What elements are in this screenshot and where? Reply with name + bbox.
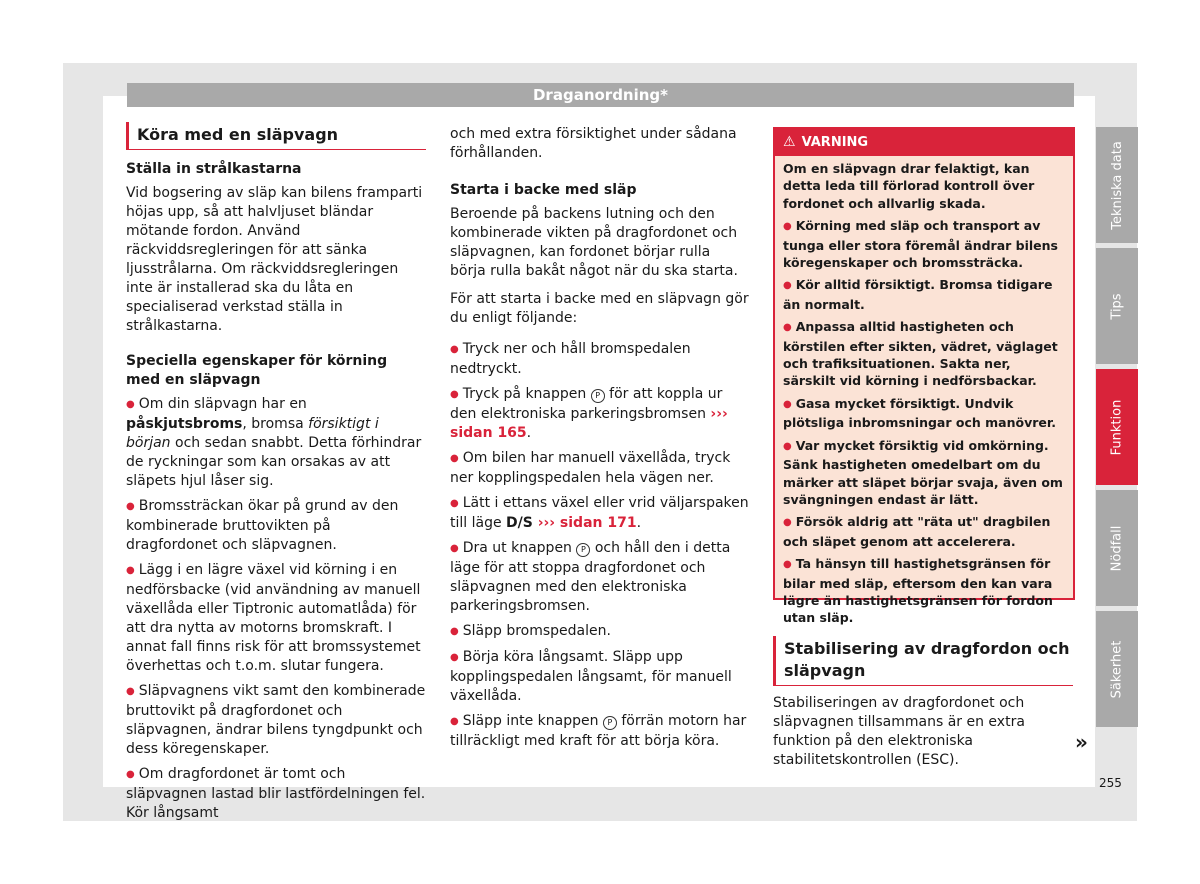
warning-item: ● Försök aldrig att "räta ut" dragbilen och släpet genom att accelerera. xyxy=(783,513,1065,550)
subheading: Speciella egenskaper för körning med en släpvagn xyxy=(126,353,388,388)
page-number: 255 xyxy=(1099,776,1122,790)
warning-triangle-icon: ⚠ xyxy=(783,134,796,150)
warning-body xyxy=(775,156,1073,627)
continue-arrow-icon: » xyxy=(1075,730,1088,754)
column-2 xyxy=(450,125,750,757)
list-item: ● Bromssträckan ökar på grund av den kombinerade bruttovikten på dragfordonet och släpvagnen. xyxy=(126,497,426,555)
warning-item: ● Ta hänsyn till hastighetsgränsen för bilar med släp, eftersom den kan vara lägre än hastighetsgränsen för fordon utan släp. xyxy=(783,555,1065,627)
list-item: ● Dra ut knappen P och håll den i detta läge för att stoppa dragfordonet och släpvagnen med den elektroniska parkeringsbromsen. xyxy=(450,539,750,616)
list-item: ● Släpp bromspedalen. xyxy=(450,622,750,642)
list-item: ● Om dragfordonet är tomt och släpvagnen lastad blir lastfördelningen fel. Kör långsamt xyxy=(126,765,426,823)
paragraph: Stabiliseringen av dragfordonet och släpvagnen tillsammans är en extra funktion på den elektroniska stabilitetskontrollen (ESC). xyxy=(773,695,1025,768)
warning-item: ● Gasa mycket försiktigt. Undvik plötsliga inbromsningar och manövrer. xyxy=(783,395,1065,432)
warning-item: ● Körning med släp och transport av tunga eller stora föremål ändrar bilens köregenskaper och bromssträcka. xyxy=(783,217,1065,271)
section-title: Köra med en släpvagn xyxy=(126,122,426,150)
list-item: ● Släpvagnens vikt samt den kombinerade bruttovikt på dragfordonet och släpvagnen, ändrar bilens tyngdpunkt och dess köregenskaper. xyxy=(126,682,426,759)
paragraph: Beroende på backens lutning och den kombinerade vikten på dragfordonet och släpvagnen, kan fordonet börjar rulla börja rulla bakåt något när du ska starta. xyxy=(450,206,738,279)
parking-brake-icon: P xyxy=(603,716,617,730)
list-item: ● Om din släpvagn har en påskjutsbroms, bromsa försiktigt i början och sedan snabbt. Detta förhindrar de ryckningar som kan orsakas av att släpets hjul låser sig. xyxy=(126,395,426,491)
section-title: Stabilisering av dragfordon och släpvagn xyxy=(773,636,1073,686)
warning-header xyxy=(775,129,1073,156)
paragraph: För att starta i backe med en släpvagn gör du enligt följande: xyxy=(450,291,749,326)
stabilization-section xyxy=(773,636,1073,779)
parking-brake-icon: P xyxy=(591,389,605,403)
warning-item: ● Anpassa alltid hastigheten och körstilen efter sikten, vädret, väglaget och trafiksituationen. Sakta ner, särskilt vid körning i nedförsbackar. xyxy=(783,318,1065,390)
paragraph: och med extra försiktighet under sådana förhållanden. xyxy=(450,126,737,161)
list-item: ● Börja köra långsamt. Släpp upp kopplingspedalen långsamt, för manuell växellåda. xyxy=(450,648,750,706)
list-item: ● Tryck på knappen P för att koppla ur den elektroniska parkeringsbromsen ››› sidan 165. xyxy=(450,385,750,443)
warning-label: VARNING xyxy=(801,135,869,150)
list-item: ● Släpp inte knappen P förrän motorn har tillräckligt med kraft för att börja köra. xyxy=(450,712,750,751)
page-reference-link[interactable]: ››› sidan 165 xyxy=(450,406,728,441)
side-tab-nodfall[interactable]: Nödfall xyxy=(1096,490,1138,606)
side-tab-funktion[interactable]: Funktion xyxy=(1096,369,1138,485)
list-item: ● Tryck ner och håll bromspedalen nedtryckt. xyxy=(450,340,750,379)
page-reference-link[interactable]: ››› sidan 171 xyxy=(532,515,637,531)
side-tab-sakerhet[interactable]: Säkerhet xyxy=(1096,611,1138,727)
chapter-header: Draganordning* xyxy=(127,83,1074,107)
parking-brake-icon: P xyxy=(576,543,590,557)
warning-box xyxy=(773,127,1075,626)
side-tab-tekniska-data[interactable]: Tekniska data xyxy=(1096,127,1138,243)
warning-item: ● Kör alltid försiktigt. Bromsa tidigare än normalt. xyxy=(783,276,1065,313)
list-item: ● Lätt i ettans växel eller vrid väljarspaken till läge D/S ››› sidan 171. xyxy=(450,494,750,533)
column-1 xyxy=(126,122,426,829)
list-item: ● Om bilen har manuell växellåda, tryck ner kopplingspedalen hela vägen ner. xyxy=(450,449,750,488)
paragraph: Vid bogsering av släp kan bilens framparti höjas upp, så att halvljuset bländar mötande fordon. Använd räckviddsregleringen för att sänka ljusstrålarna. Om räckviddsregleringen inte är installerad ska du låta en specialiserad verkstad ställa in strålkastarna. xyxy=(126,185,423,334)
warning-item: ● Var mycket försiktig vid omkörning. Sänk hastigheten omedelbart om du märker att släpet börjar svaja, även om svängningen endast är lätt. xyxy=(783,437,1065,509)
list-item: ● Lägg i en lägre växel vid körning i en nedförsbacke (vid användning av manuell växellåda eller Tiptronic automatlåda) för att dra nytta av motorns bromskraft. I annat fall finns risk för att bromssystemet överhettas och t.o.m. slutar fungera. xyxy=(126,561,426,676)
subheading: Ställa in strålkastarna xyxy=(126,161,302,177)
warning-intro: Om en släpvagn drar felaktigt, kan detta leda till förlorad kontroll över fordonet och allvarlig skada. xyxy=(783,161,1035,211)
side-tab-tips[interactable]: Tips xyxy=(1096,248,1138,364)
subheading: Starta i backe med släp xyxy=(450,182,637,198)
